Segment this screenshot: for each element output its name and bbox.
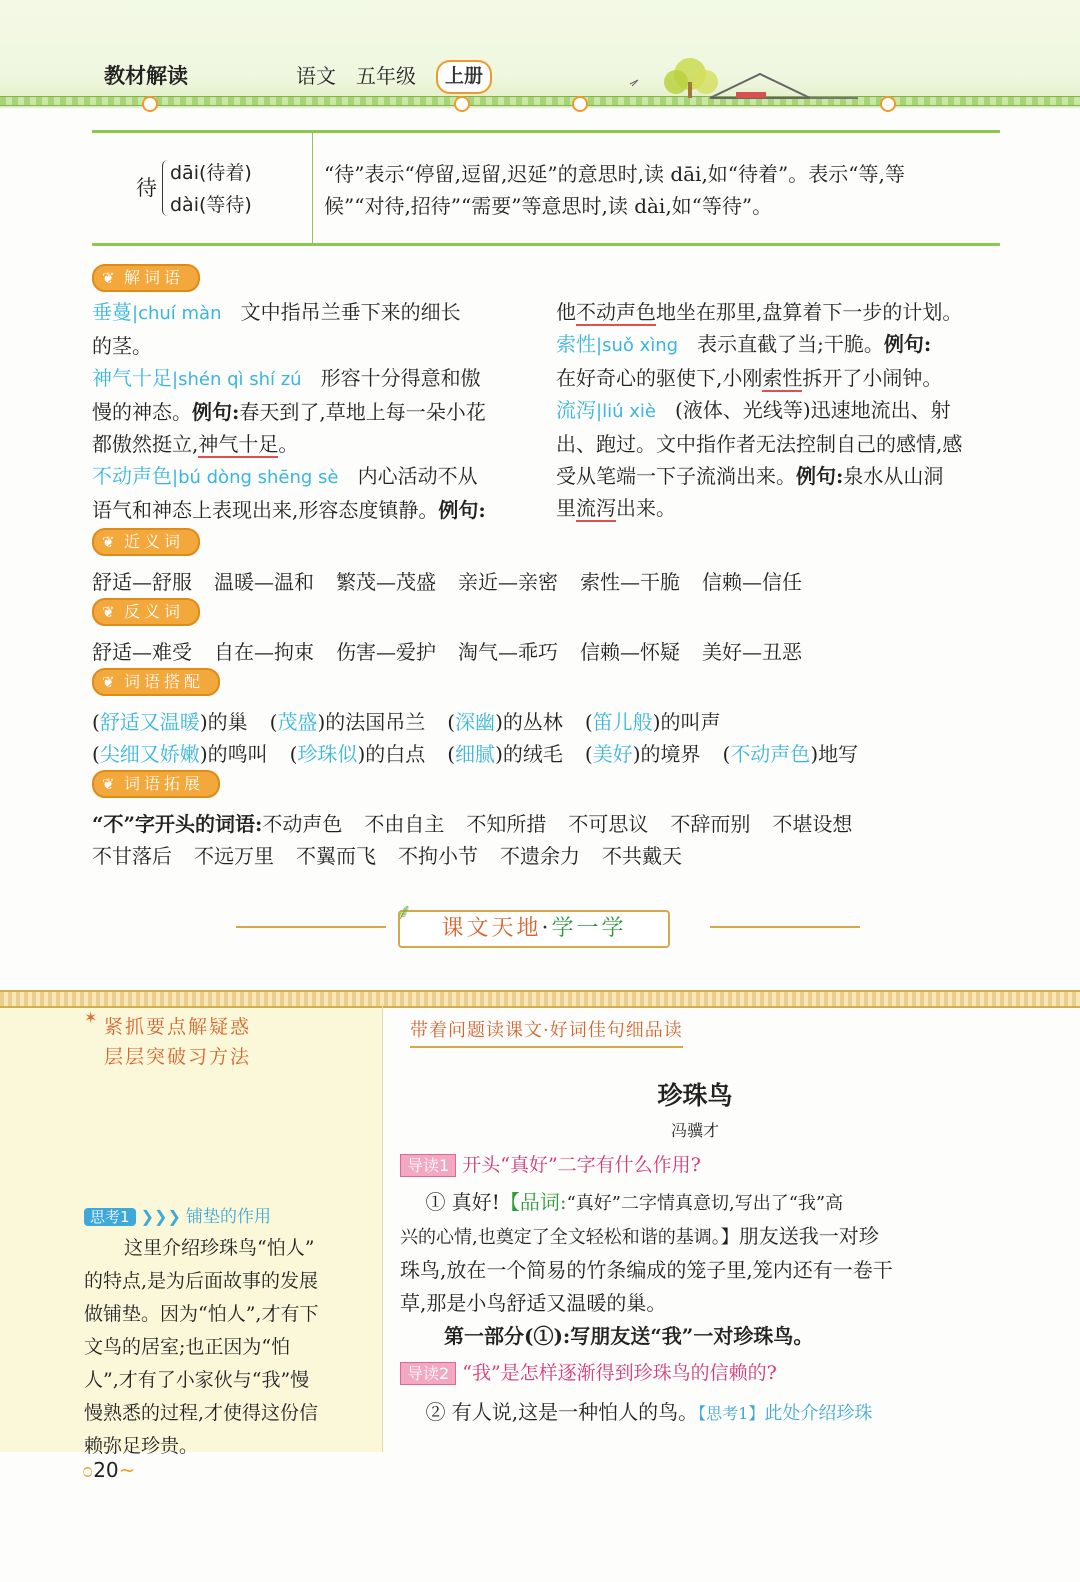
expansion-item: 不由自主 <box>364 812 445 836</box>
vocab-line: 出、跑过。文中指作者无法控制自己的感情,感 <box>556 432 963 456</box>
vocab-line: 流泻|liú xiè (液体、光线等)迅速地流出、射 <box>556 398 951 422</box>
article-author: 冯骥才 <box>670 1121 719 1140</box>
guide-question: “我”是怎样逐渐得到珍珠鸟的信赖的? <box>462 1362 777 1384</box>
synonym-item: 信赖—信任 <box>702 570 802 594</box>
decorative-band <box>0 990 1080 1008</box>
header-dot-icon <box>880 96 896 112</box>
polyphone-explanation-1: “待”表示“停留,逗留,迟延”的意思时,读 dāi,如“待着”。表示“等,等 <box>324 162 905 186</box>
antonym-item: 伤害—爱护 <box>336 640 436 664</box>
collocation-item: (茂盛)的法国吊兰 <box>269 710 426 734</box>
collocation-item: (不动声色)地写 <box>722 742 859 766</box>
synonym-item: 索性—干脆 <box>580 570 680 594</box>
header-dot-icon <box>572 96 588 112</box>
polyphone-reading-2: dài(等待) <box>170 194 252 216</box>
section-label-collocations: ❦ 词语搭配 <box>92 668 220 696</box>
header-dot-icon <box>454 96 470 112</box>
guide-question: 开头“真好”二字有什么作用? <box>462 1154 701 1176</box>
synonym-item: 繁茂—茂盛 <box>336 570 436 594</box>
banner-text-b: 学一学 <box>551 916 627 941</box>
sparkle-icon: ✶ <box>84 1008 98 1027</box>
grade-label: 五年级 <box>356 64 416 88</box>
polyphone-explanation-2: 候”“对待,招待”“需要”等意思时,读 dài,如“等待”。 <box>324 194 773 218</box>
house-tree-illustration-icon <box>610 54 860 102</box>
header-dot-icon <box>142 96 158 112</box>
vocab-line: 的茎。 <box>92 334 152 358</box>
expansion-lead: “不”字开头的词语: <box>92 812 263 836</box>
think-title: 铺垫的作用 <box>185 1207 271 1227</box>
collocation-item: (深幽)的丛林 <box>447 710 563 734</box>
section-label-expansion: ❦ 词语拓展 <box>92 770 220 798</box>
table-bottom-rule <box>92 243 1000 246</box>
collocation-item: (尖细又娇嫩)的鸣叫 <box>92 742 268 766</box>
antonym-list <box>92 636 824 665</box>
book-title: 教材解读 <box>104 63 188 88</box>
table-divider <box>312 133 313 243</box>
polyphone-char: 待 <box>136 176 157 200</box>
expansion-item: 不拘小节 <box>398 844 478 868</box>
guide-badge: 导读2 <box>400 1362 456 1385</box>
synonym-item: 亲近—亲密 <box>458 570 558 594</box>
bamboo-icon: ⸙ <box>396 900 413 925</box>
vocab-pinyin: chuí màn <box>138 303 222 324</box>
paragraph-1: ① 真好!【品词:“真好”二字情真意切,写出了“我”高 兴的心情,也奠定了全文轻松和谐的基调。】朋友送我一对珍 珠鸟,放在一个简易的竹条编成的笼子里,笼内还有一卷干 草,那是小鸟舒适又温暖的巢。 第一部分(①):写朋友送“我”一对珍珠鸟。 <box>400 1186 1000 1353</box>
collocation-item: (舒适又温暖)的巢 <box>92 710 248 734</box>
banner-rule-left <box>236 926 386 928</box>
synonym-item: 舒适—舒服 <box>92 570 192 594</box>
right-panel-heading: 带着问题读课文·好词佳句细品读 <box>410 1016 683 1048</box>
panel-divider <box>382 1004 383 1452</box>
guide-badge: 导读1 <box>400 1154 456 1177</box>
antonym-item: 信赖—怀疑 <box>580 640 680 664</box>
expansion-row <box>92 808 874 837</box>
page-number: ೦20~ <box>82 1458 136 1482</box>
collocation-item: (美好)的境界 <box>584 742 701 766</box>
expansion-item: 不堪设想 <box>772 812 853 836</box>
vocab-pinyin: suǒ xìng <box>602 335 679 356</box>
subject-label: 语文 <box>296 64 336 88</box>
expansion-item: 不甘落后 <box>92 844 172 868</box>
swirl-icon: ೦ <box>82 1458 94 1482</box>
vocab-left-column <box>92 296 537 526</box>
vocab-line: 都傲然挺立,神气十足。 <box>92 432 299 456</box>
vocab-line: 垂蔓|chuí màn 文中指吊兰垂下来的细长 <box>92 300 461 324</box>
vocab-pinyin: liú xiè <box>602 401 656 422</box>
vocab-line: 神气十足|shén qì shí zú 形容十分得意和傲 <box>92 366 481 390</box>
guide-2 <box>400 1358 777 1385</box>
header-rule <box>0 96 1080 106</box>
volume-badge: 上册 <box>436 60 492 94</box>
expansion-item: 不遗余力 <box>500 844 580 868</box>
antonym-item: 自在—拘束 <box>214 640 314 664</box>
expansion-item: 不远万里 <box>194 844 274 868</box>
collocation-row <box>92 738 880 767</box>
article-title: 珍珠鸟 <box>657 1081 733 1110</box>
antonym-item: 舒适—难受 <box>92 640 192 664</box>
vocab-line: 不动声色|bú dòng shēng sè 内心活动不从 <box>92 464 478 488</box>
swirl-icon: ~ <box>118 1458 136 1482</box>
think-badge: 思考1 <box>84 1208 136 1226</box>
expansion-item: 不共戴天 <box>602 844 682 868</box>
polyphone-reading-1: dāi(待着) <box>170 162 252 184</box>
left-panel-title-1: 紧抓要点解疑惑 <box>104 1016 252 1038</box>
vocab-line: 索性|suǒ xìng 表示直截了当;干脆。例句: <box>556 332 932 356</box>
vocab-right-column <box>556 296 1006 524</box>
think-body: 这里介绍珍珠鸟“怕人” 的特点,是为后面故事的发展 做铺垫。因为“怕人”,才有下 文鸟的居室;也正因为“怕 人”,才有了小家伙与“我”慢 慢熟悉的过程,才使得这份信 赖弥足珍贵。 <box>84 1237 319 1457</box>
synonym-item: 温暖—温和 <box>214 570 314 594</box>
collocation-item: (笛儿般)的叫声 <box>584 710 721 734</box>
vocab-line: 在好奇心的驱使下,小刚索性拆开了小闹钟。 <box>556 366 943 390</box>
antonym-item: 美好—丑恶 <box>702 640 802 664</box>
collocation-row <box>92 706 743 735</box>
vocab-term: 不动声色 <box>92 464 172 488</box>
vocab-term: 索性 <box>556 332 596 356</box>
section-banner: 课文天地·学一学 <box>398 910 670 948</box>
think-heading <box>84 1202 271 1227</box>
page-header <box>0 0 1080 108</box>
expansion-item: 不辞而别 <box>670 812 751 836</box>
vocab-term: 神气十足 <box>92 366 172 390</box>
section-label-synonyms: ❦ 近义词 <box>92 528 200 556</box>
expansion-item: 不知所措 <box>466 812 547 836</box>
vocab-line: 慢的神态。例句:春天到了,草地上每一朵小花 <box>92 400 486 424</box>
collocation-item: (珍珠似)的白点 <box>289 742 426 766</box>
vocab-pinyin: shén qì shí zú <box>178 369 302 390</box>
expansion-row <box>92 840 704 869</box>
section-label-vocab: ❦ 解词语 <box>92 264 200 292</box>
expansion-item: 不翼而飞 <box>296 844 376 868</box>
vocab-line: 语气和神态上表现出来,形容态度镇静。例句: <box>92 498 486 522</box>
section-label-antonyms: ❦ 反义词 <box>92 598 200 626</box>
vocab-line: 受从笔端一下子流淌出来。例句:泉水从山洞 <box>556 464 944 488</box>
chevrons-icon: ❯❯❯ <box>140 1207 181 1226</box>
table-top-rule <box>92 130 1000 133</box>
collocation-item: (细腻)的绒毛 <box>447 742 563 766</box>
antonym-item: 淘气—乖巧 <box>458 640 558 664</box>
banner-rule-right <box>710 926 860 928</box>
paragraph-2: ② 有人说,这是一种怕人的鸟。【思考1】此处介绍珍珠 <box>425 1400 873 1424</box>
banner-text-a: 课文天地 <box>441 916 542 941</box>
vocab-term: 垂蔓 <box>92 300 132 324</box>
vocab-pinyin: bú dòng shēng sè <box>178 467 339 488</box>
expansion-item: 不动声色 <box>262 812 343 836</box>
guide-1 <box>400 1150 701 1177</box>
part-summary: 第一部分(①):写朋友送“我”一对珍珠鸟。 <box>444 1324 814 1348</box>
synonym-list <box>92 566 824 595</box>
vocab-term: 流泻 <box>556 398 596 422</box>
expansion-item: 不可思议 <box>568 812 649 836</box>
vocab-line: 他不动声色地坐在那里,盘算着下一步的计划。 <box>556 300 963 324</box>
left-panel-title-2: 层层突破习方法 <box>104 1046 252 1068</box>
vocab-line: 里流泻出来。 <box>556 496 676 520</box>
